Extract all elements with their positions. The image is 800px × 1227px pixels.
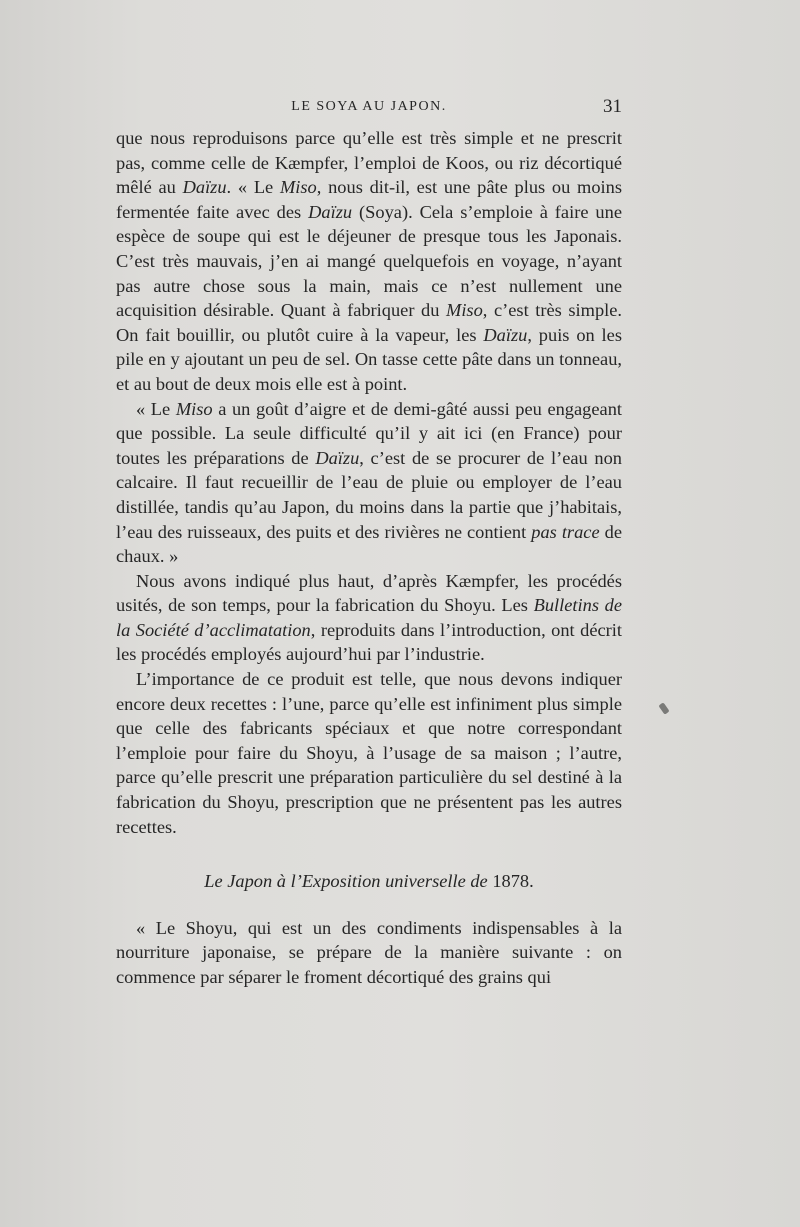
body-text	[116, 126, 622, 990]
term-daizu: Daïzu	[308, 201, 353, 222]
title-bulletins: Bulletins de la Société d’acclimatation	[116, 595, 622, 640]
page-number: 31	[603, 96, 622, 117]
paragraph-shoyu: « Le Shoyu, qui est un des condiments indispensables à la nourriture japonaise, se prépare de la manière suivante : on commence par séparer le froment décortiqué des grains qui	[116, 917, 622, 987]
term-miso: Miso	[175, 398, 213, 419]
term-daizu: Daïzu	[182, 177, 227, 198]
emphasis-pas-trace: pas trace	[531, 521, 600, 542]
paragraph-miso-recipe: que nous reproduisons parce qu’elle est très simple et ne prescrit pas, comme celle de Kæmpfer, l’emploi de Koos, ou riz décortiqué mêlé au Daïzu. « Le Miso, nous dit-il, est une pâte plus ou moins fermentée faite avec des Daïzu (Soya). Cela s’emploie à faire une espèce de soupe qui est le déjeuner de presque tous les Japonais. C’est très mauvais, j’en ai mangé quelquefois en voyage, n’ayant pas autre chose sous la main, mais ce n’est nullement une acquisition désirable. Quant à fabriquer du Miso, c’est très simple. On fait bouillir, ou plutôt cuire à la vapeur, les Daïzu, puis on les pile en y ajoutant un peu de sel. On tasse cette pâte dans un tonneau, et au bout de deux mois elle est à point.	[116, 128, 623, 394]
margin-mark	[658, 702, 669, 714]
term-daizu: Daïzu	[315, 447, 360, 468]
section-year: 1878.	[492, 871, 534, 892]
running-head: LE SOYA AU JAPON.	[291, 99, 447, 114]
term-miso: Miso	[279, 177, 317, 198]
term-miso: Miso	[446, 300, 483, 321]
term-daizu: Daïzu	[483, 324, 528, 345]
paragraph-miso-taste: « Le Miso a un goût d’aigre et de demi-gâté aussi peu engageant que possible. La seule difficulté qu’il y ait ici (en France) pour toutes les préparations de Daïzu, c’est de se procurer de l’eau non calcaire. Il faut recueillir de l’eau de pluie ou employer de l’eau distillée, tandis qu’au Japon, du moins dans la partie que j’habitais, l’eau des ruisseaux, des puits et des rivières ne contient pas trace de chaux. »	[116, 398, 622, 567]
paragraph-importance: L’importance de ce produit est telle, que nous devons indiquer encore deux recettes : l’une, parce qu’elle est infiniment plus simple que celle des fabricants spéciaux et que notre correspondant l’emploie pour faire du Shoyu, à l’usage de sa maison ; l’autre, parce qu’elle prescrit une préparation particulière du sel destiné à la fabrication du Shoyu, prescription que ne présentent pas les autres recettes.	[116, 669, 622, 837]
section-title: Le Japon à l’Exposition universelle de 1878.	[204, 871, 534, 892]
page-header	[116, 96, 622, 122]
paragraph-kaempfer: Nous avons indiqué plus haut, d’après Kæmpfer, les procédés usités, de son temps, pour la fabrication du Shoyu. Les Bulletins de la Société d’acclimatation, reproduits dans l’introduction, ont décrit les procédés employés aujourd’hui par l’industrie.	[116, 570, 622, 665]
